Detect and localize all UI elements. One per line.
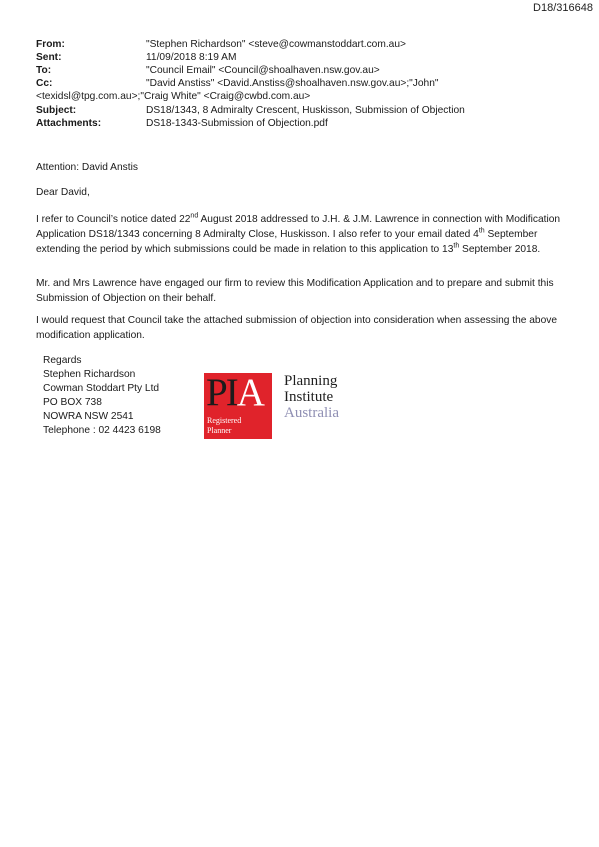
attachments-label: Attachments: (36, 118, 102, 129)
signature-name: Stephen Richardson (43, 369, 136, 380)
from-value: "Stephen Richardson" <steve@cowmanstoddart.com.au> (146, 39, 406, 50)
text-segment: September 2018. (459, 244, 541, 255)
signature-block (43, 354, 161, 438)
text-segment: Application DS18/1343 concerning 8 Admiralty Close, Huskisson. I also refer to your email dated 4 (36, 229, 479, 240)
from-label: From: (36, 39, 65, 50)
logo-name-line-2: Institute (284, 389, 334, 405)
text-segment: extending the period by which submissions could be made in relation to this application to 13 (36, 244, 454, 255)
pia-logo-box (204, 373, 272, 439)
pia-logo-name (284, 373, 339, 421)
badge-line-2: Planner (207, 426, 232, 435)
text-segment: I refer to Council’s notice dated 22 (36, 214, 191, 225)
ordinal-suffix: th (453, 242, 460, 250)
to-value: "Council Email" <Council@shoalhaven.nsw.gov.au> (146, 65, 380, 76)
paragraph-2-line-2: Submission of Objection on their behalf. (36, 293, 217, 304)
pia-logo (204, 373, 354, 441)
paragraph-1-line-2 (36, 227, 566, 242)
greeting: Dear David, (36, 187, 90, 198)
paragraph-1 (36, 212, 566, 257)
paragraph-3-line-1: I would request that Council take the attached submission of objection into consideration when assessing the above (36, 315, 558, 326)
paragraph-2 (36, 276, 566, 306)
ordinal-suffix: nd (190, 212, 199, 220)
signature-city: NOWRA NSW 2541 (43, 411, 134, 422)
pia-letter-a: A (236, 371, 263, 414)
subject-label: Subject: (36, 105, 77, 116)
signature-regards: Regards (43, 355, 82, 366)
text-segment: August 2018 addressed to J.H. & J.M. Lawrence in connection with Modification (198, 214, 561, 225)
subject-value: DS18/1343, 8 Admiralty Crescent, Huskisson, Submission of Objection (146, 105, 465, 116)
document-reference: D18/316648 (533, 2, 593, 14)
cc-label: Cc: (36, 78, 53, 89)
sent-label: Sent: (36, 52, 62, 63)
registered-planner-badge (207, 416, 241, 436)
attachments-value: DS18-1343-Submission of Objection.pdf (146, 118, 328, 129)
signature-company: Cowman Stoddart Pty Ltd (43, 383, 160, 394)
sent-value: 11/09/2018 8:19 AM (146, 52, 237, 63)
paragraph-1-line-1 (36, 212, 566, 227)
cc-value-line1: "David Anstiss" <David.Anstiss@shoalhaven.nsw.gov.au>;"John" (146, 78, 439, 89)
text-segment: September (484, 229, 538, 240)
ordinal-suffix: th (478, 227, 485, 235)
logo-name-line-1: Planning (284, 373, 338, 389)
paragraph-2-line-1: Mr. and Mrs Lawrence have engaged our firm to review this Modification Application and to prepare and submit this (36, 278, 554, 289)
paragraph-1-line-3 (36, 242, 566, 257)
paragraph-3 (36, 313, 566, 343)
paragraph-3-line-2: modification application. (36, 330, 145, 341)
badge-line-1: Registered (207, 416, 242, 425)
logo-name-line-3: Australia (284, 405, 339, 421)
signature-po-box: PO BOX 738 (43, 397, 102, 408)
signature-phone: Telephone : 02 4423 6198 (43, 425, 161, 436)
cc-value-line2: <texidsl@tpg.com.au>;"Craig White" <Craig@cwbd.com.au> (36, 91, 311, 102)
to-label: To: (36, 65, 52, 76)
pia-logo-letters (206, 373, 263, 413)
attention-line: Attention: David Anstis (36, 162, 138, 173)
pia-letters-pi: PI (206, 371, 237, 414)
